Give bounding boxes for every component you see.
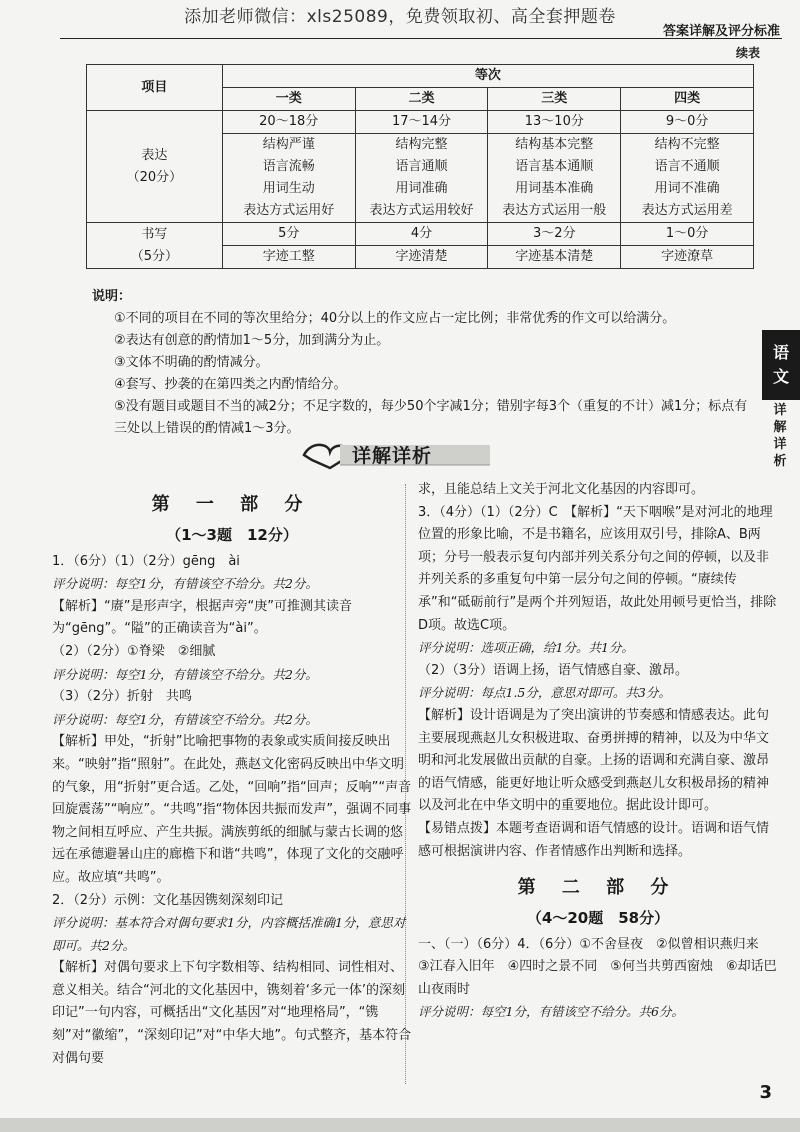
expression-points: （20分） xyxy=(126,169,183,185)
answer-paragraph: 【解析】甲处，“折射”比喻把事物的表象或实质间接反映出来。“映射”指“照射”。在此处，燕赵文化密码反映出中华文明的气象，用“折射”更合适。乙处，“回响”指“回声；反响”“声音回旋震荡”“响应”。“共鸣”指“物体因共振而发声”，强调不同事物之间相互呼应、产生共振。满族剪纸的细腻与蒙古长调的悠远在承德避暑山庄的廊檐下和谐“共鸣”，体现了文化的交融呼应。故应填“共鸣”。 xyxy=(52,734,412,885)
answer-paragraph: （2）（2分）①脊梁 ②细腻 xyxy=(52,643,216,659)
level-3: 三类 xyxy=(488,88,621,111)
right-column xyxy=(418,479,778,1024)
subtitle-char: 析 xyxy=(773,454,787,469)
subject-char: 文 xyxy=(772,367,789,386)
criteria-line: 表达方式运用好 xyxy=(243,203,335,218)
part-two-subtitle: （4～20题 58分） xyxy=(526,909,670,928)
level-2: 二类 xyxy=(355,88,488,111)
answer-paragraph: （2）（3分）语调上扬，语气情感自豪、激昂。 xyxy=(418,662,689,678)
writing-label: 书写 xyxy=(141,226,168,242)
expression-criteria-1 xyxy=(222,134,355,223)
expression-label: 表达 xyxy=(141,147,168,163)
expression-label-cell xyxy=(87,111,223,223)
criteria-line: 结构不完整 xyxy=(654,137,720,152)
page-number: 3 xyxy=(759,1082,772,1103)
criteria-line: 用词准确 xyxy=(395,181,448,196)
writing-criteria-4: 字迹潦草 xyxy=(621,246,754,269)
scoring-note: 评分说明：每空1分，有错该空不给分。共2分。 xyxy=(52,711,318,727)
criteria-line: 表达方式运用一般 xyxy=(502,203,607,218)
expression-score-3: 13～10分 xyxy=(488,111,621,134)
criteria-line: 语言通顺 xyxy=(395,159,448,174)
scoring-note: 评分说明：每空1分，有错该空不给分。共2分。 xyxy=(52,666,318,682)
note-item: ③文体不明确的酌情减分。 xyxy=(114,355,269,370)
criteria-line: 语言基本通顺 xyxy=(515,159,594,174)
answer-paragraph: 【解析】对偶句要求上下句字数相等、结构相同、词性相对、意义相关。结合“河北的文化基因中，镌刻着‘多元一体’的深刻印记”一句内容，可概括出“文化基因”对“地理格局”，“镌刻”对“徽缩”，“深刻印记”对“中华大地”。句式整齐，基本符合对偶句要 xyxy=(52,960,412,1066)
note-item: ①不同的项目在不同的等次里给分；40分以上的作文应占一定比例；非常优秀的作文可以给满分。 xyxy=(114,311,676,326)
part-one-subtitle: （1～3题 12分） xyxy=(166,526,298,544)
criteria-line: 用词不准确 xyxy=(654,181,720,196)
note-item: ④套写、抄袭的在第四类之内酌情给分。 xyxy=(114,377,347,392)
answer-paragraph: 求，且能总结上文关于河北文化基因的内容即可。 xyxy=(418,482,705,497)
criteria-line: 语言流畅 xyxy=(262,159,315,174)
writing-criteria-1: 字迹工整 xyxy=(222,246,355,269)
criteria-line: 结构基本完整 xyxy=(515,137,594,152)
criteria-line: 表达方式运用差 xyxy=(641,203,733,218)
level-header: 等次 xyxy=(222,65,753,88)
grading-table xyxy=(86,64,754,269)
answer-paragraph: 2．（2分）示例：文化基因镌刻深刻印记 xyxy=(52,892,284,908)
right-answer-lines-top xyxy=(418,479,778,863)
subtitle-char: 详 xyxy=(773,437,787,452)
continued-label: 续表 xyxy=(735,46,760,60)
level-4: 四类 xyxy=(621,88,754,111)
criteria-line: 结构完整 xyxy=(395,137,448,152)
subject-char: 语 xyxy=(772,343,789,362)
part-two-title: 第 二 部 分 xyxy=(517,877,679,899)
scoring-note: 评分说明：基本符合对偶句要求1分，内容概括准确1分，意思对即可。共2分。 xyxy=(52,915,406,953)
writing-score-2: 4分 xyxy=(355,223,488,246)
note-item: ②表达有创意的酌情加1～5分，加到满分为止。 xyxy=(114,333,390,348)
answer-paragraph: 【解析】“赓”是形声字，根据声旁“庚”可推测其读音为“gēng”。“隘”的正确读音为“ài”。 xyxy=(52,598,352,637)
writing-score-3: 3～2分 xyxy=(488,223,621,246)
answer-paragraph: 【易错点拨】本题考查语调和语气情感的设计。语调和语气情感可根据演讲内容、作者情感作出判断和选择。 xyxy=(418,820,770,859)
writing-criteria-3: 字迹基本清楚 xyxy=(488,246,621,269)
criteria-line: 表达方式运用较好 xyxy=(369,203,474,218)
criteria-line: 语言不通顺 xyxy=(654,159,720,174)
subtitle-char: 解 xyxy=(773,420,787,435)
writing-points: （5分） xyxy=(130,248,179,264)
subject-subtitle xyxy=(770,402,790,470)
item-header: 项目 xyxy=(87,65,223,111)
watermark-text: 添加老师微信：xls25089，免费领取初、高全套押题卷 xyxy=(184,7,616,27)
writing-criteria-2: 字迹清楚 xyxy=(355,246,488,269)
expression-criteria-3 xyxy=(488,134,621,223)
right-answer-lines-bottom xyxy=(418,934,778,1024)
answer-paragraph: 一、（一）（6分）4．（6分）①不舍昼夜 ②似曾相识燕归来 ③江春入旧年 ④四时之景不同 ⑤何当共剪西窗烛 ⑥却话巴山夜雨时 xyxy=(418,936,777,997)
expression-score-2: 17～14分 xyxy=(355,111,488,134)
answer-paragraph: （3）（2分）折射 共鸣 xyxy=(52,689,193,705)
writing-score-1: 5分 xyxy=(222,223,355,246)
scoring-note: 评分说明：每空1分，有错该空不给分。共2分。 xyxy=(52,576,318,592)
scoring-note: 评分说明：每点1.5分，意思对即可。共3分。 xyxy=(418,685,671,701)
answer-paragraph: 1．（6分）（1）（2分）gēng ài xyxy=(52,553,240,569)
level-1: 一类 xyxy=(222,88,355,111)
header-title: 答案详解及评分标准 xyxy=(662,24,780,39)
subject-tab xyxy=(762,330,800,400)
notes-block xyxy=(92,286,752,440)
note-item: ⑤没有题目或题目不当的减2分；不足字数的，每少50个字减1分；错别字每3个（重复的不计）减1分；标点有三处以上错误的酌情减1～3分。 xyxy=(114,399,748,436)
subtitle-char: 详 xyxy=(773,403,787,418)
scoring-note: 评分说明：选项正确，给1分。共1分。 xyxy=(418,640,634,656)
expression-criteria-4 xyxy=(621,134,754,223)
answer-paragraph: 【解析】设计语调是为了突出演讲的节奏感和情感表达。此句主要展现燕赵儿女积极进取、奋勇拼搏的精神，以及为中华文明和河北发展做出贡献的自豪。上扬的语调和充满自豪、激昂的语气情感，能更好地让听众感受到燕赵儿女积极昂扬的精神以及河北在中华文明中的重要地位。据此设计即可。 xyxy=(418,707,770,814)
writing-label-cell xyxy=(87,223,223,269)
left-answer-lines xyxy=(52,551,412,1071)
page-bottom-edge xyxy=(0,1118,800,1132)
scoring-note: 评分说明：每空1分，有错该空不给分。共6分。 xyxy=(418,1004,684,1020)
section-banner-title: 详解详析 xyxy=(352,445,433,467)
criteria-line: 结构严谨 xyxy=(262,137,315,152)
expression-score-1: 20～18分 xyxy=(222,111,355,134)
criteria-line: 用词生动 xyxy=(262,181,315,196)
notes-label: 说明： xyxy=(92,289,132,304)
part-one-title: 第 一 部 分 xyxy=(151,494,313,515)
header-rule xyxy=(60,38,782,39)
answer-paragraph: 3．（4分）（1）（2分）C 【解析】“天下咽喉”是对河北的地理位置的形象比喻，不是书籍名，应该用双引号，排除A、B两项；分号一般表示复句内部并列关系分句之间的停顿，以及非并列关系的多重复句中第一层分句之间的停顿。“赓续传承”和“砥砺前行”是两个并列短语，故此处用顿号更恰当，排除D项。故选C项。 xyxy=(418,504,777,633)
expression-score-4: 9～0分 xyxy=(621,111,754,134)
writing-score-4: 1～0分 xyxy=(621,223,754,246)
criteria-line: 用词基本准确 xyxy=(515,181,594,196)
expression-criteria-2 xyxy=(355,134,488,223)
left-column xyxy=(52,480,412,1070)
